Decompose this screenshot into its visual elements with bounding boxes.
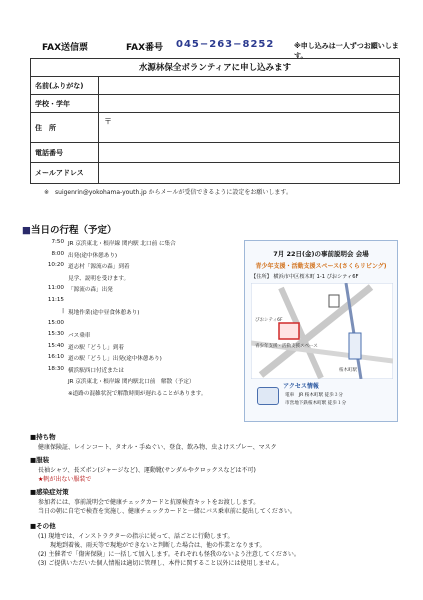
schedule-time: 11:00 xyxy=(47,285,64,291)
email-row xyxy=(31,163,399,183)
school-field[interactable] xyxy=(99,95,399,112)
schedule-text: 見学、説明を受けます。 xyxy=(68,275,130,282)
schedule-text: JR 京浜東北・根岸線 関内駅北口前 解散（予定） xyxy=(68,379,195,385)
station-marker xyxy=(349,333,361,359)
schedule-item xyxy=(44,331,244,343)
fax-number-label: FAX番号 xyxy=(126,43,164,53)
train-icon xyxy=(257,387,279,405)
form-title: 水源林保全ボランティアに申し込みます xyxy=(31,59,399,77)
name-label: 名前(ふりがな) xyxy=(31,77,99,94)
schedule-item xyxy=(44,251,244,263)
covid-line-2: 当日の朝に自宅で検査を実施し、健康チェックカードと一緒にバス乗車前に提出してください。 xyxy=(38,508,296,515)
application-form xyxy=(30,58,400,184)
belongings-line: 健康保険証、レインコート、タオル・手ぬぐい、登食、飲み物、虫よけスプレー、マスク xyxy=(38,444,277,451)
covid-line-1: 参加者には、事前説明会で健康チェックカードと抗原検査キットをお渡しします。 xyxy=(38,499,260,506)
schedule-list xyxy=(44,239,244,400)
schedule-item xyxy=(44,354,244,366)
name-field[interactable] xyxy=(99,77,399,94)
email-label: メールアドレス xyxy=(31,163,99,183)
map-building xyxy=(329,295,339,307)
schedule-item xyxy=(44,320,244,332)
schedule-text xyxy=(68,320,244,332)
covid-heading: ■感染症対策 xyxy=(30,488,69,496)
clothing-line-1: 長袖シャツ、長ズボン(ジャージなど)、運動靴(サンダルやクロックスなどは不可) xyxy=(38,467,256,474)
covid-section xyxy=(30,487,296,515)
schedule-time: 10:20 xyxy=(47,262,64,268)
schedule-text: 道の駅「どうし」出発(途中休憩あり) xyxy=(68,356,162,362)
schedule-text: 現地作業(途中昼食休憩あり) xyxy=(68,310,140,316)
schedule-time xyxy=(44,389,68,401)
schedule-item xyxy=(44,262,244,274)
email-field[interactable] xyxy=(99,163,399,183)
clothing-section xyxy=(30,455,256,483)
other-line-3: (2) 主催者で「傷害保険」に一括して加入します。それぞれも怪我のないよう注意してください。 xyxy=(38,551,300,558)
fax-header xyxy=(30,39,400,60)
clothing-heading: ■服装 xyxy=(30,456,50,464)
phone-field[interactable] xyxy=(99,143,399,162)
belongings-section xyxy=(30,432,277,451)
schedule-item xyxy=(44,285,244,297)
schedule-text: 横浜駅西口付近または xyxy=(68,367,124,374)
other-heading: ■その他 xyxy=(30,522,56,530)
address-field[interactable] xyxy=(99,113,399,142)
other-line-1: (1) 現地では、インストラクターの指示に従って、話ごとに行動します。 xyxy=(38,533,234,540)
schedule-item xyxy=(44,377,244,389)
schedule-time xyxy=(44,377,68,389)
square-bullet-icon: ■ xyxy=(22,225,31,236)
school-label: 学校・学年 xyxy=(31,95,99,112)
schedule-text: 「源流の森」出発 xyxy=(68,287,113,293)
schedule-time: 15:00 xyxy=(47,319,64,326)
briefing-title: 7月 22日(金)の事前説明会 会場 xyxy=(273,250,369,258)
pio-city-label: ぴおシティ6F xyxy=(255,318,283,323)
schedule-item xyxy=(44,343,244,355)
schedule-time: 7:50 xyxy=(51,239,64,245)
one-person-note: ※申し込みは一人ずつお願いします。 xyxy=(294,42,399,60)
schedule-time: 16:10 xyxy=(47,354,64,360)
fax-label: FAX送信票 xyxy=(42,43,89,53)
schedule-item xyxy=(44,297,244,309)
phone-row xyxy=(31,143,399,163)
clothing-line-2: ★帆が出ない服装で xyxy=(38,476,92,483)
schedule-item xyxy=(44,389,244,401)
schedule-time: 18:30 xyxy=(47,365,64,372)
pio-city-marker xyxy=(279,323,299,339)
access-line-1: 電車 JR 桜木町駅 徒歩３分 xyxy=(285,393,343,398)
schedule-item xyxy=(44,308,244,320)
schedule-text: バス乗車 xyxy=(68,333,91,339)
other-line-2: 現地到着後、雨天等で現地ができないと判断した場合は、他の作業となります。 xyxy=(50,542,266,549)
phone-label: 電話番号 xyxy=(31,143,99,162)
schedule-time xyxy=(44,274,68,286)
address-label: 住 所 xyxy=(31,113,99,142)
email-note: ※ suigenrin@yokohama-youth.jp からメールが受信できるように設定をお願いします。 xyxy=(44,189,292,196)
schedule-text: 道志村「源流の森」到着 xyxy=(68,264,130,270)
schedule-item xyxy=(44,366,244,378)
postal-mark: 〒 xyxy=(104,117,112,126)
schedule-time: | xyxy=(62,308,64,314)
schedule-title-text: 当日の行程（予定） xyxy=(30,225,117,236)
venue-map-box xyxy=(244,240,398,422)
schedule-text xyxy=(68,297,244,309)
sakuragicho-label: 桜木町駅 xyxy=(339,368,357,373)
access-map xyxy=(251,283,393,379)
schedule-item xyxy=(44,239,244,251)
schedule-time: 15:30 xyxy=(47,331,64,337)
school-row xyxy=(31,95,399,113)
venue-address: 【住所】 横浜市中区桜木町 1-1 ぴおシティ6F xyxy=(251,274,359,280)
other-line-4: (3) ご提供いただいた個人情報は適切に管理し、本件に関すること以外には使用しません。 xyxy=(38,560,283,567)
schedule-time: 15:40 xyxy=(47,342,64,349)
belongings-heading: ■持ち物 xyxy=(30,433,56,441)
name-row xyxy=(31,77,399,95)
schedule-time: 11:15 xyxy=(47,296,64,303)
pio-city-label-2: 青少年支援・活動支援スペース xyxy=(255,344,318,349)
schedule-item xyxy=(44,274,244,286)
schedule-text: 道の駅「どうし」到着 xyxy=(68,344,124,351)
schedule-text: ※道路の混雑状況で解散時間が遅れることがあります。 xyxy=(68,390,207,397)
address-row xyxy=(31,113,399,143)
schedule-time: 8:00 xyxy=(51,250,64,257)
venue-name: 青少年支援・活動支援スペース(さくらリビング) xyxy=(255,263,387,270)
other-section xyxy=(30,521,300,567)
access-title: アクセス情報 xyxy=(283,383,319,390)
schedule-title xyxy=(22,222,117,236)
schedule-text: 出発(途中休憩あり) xyxy=(68,252,118,259)
fax-number: 045−263−8252 xyxy=(176,39,275,50)
schedule-text: JR 京浜東北・根岸線 関内駅 北口前 に集合 xyxy=(68,241,176,247)
access-line-2: 市営地下鉄桜木町駅 徒歩１分 xyxy=(285,401,347,406)
